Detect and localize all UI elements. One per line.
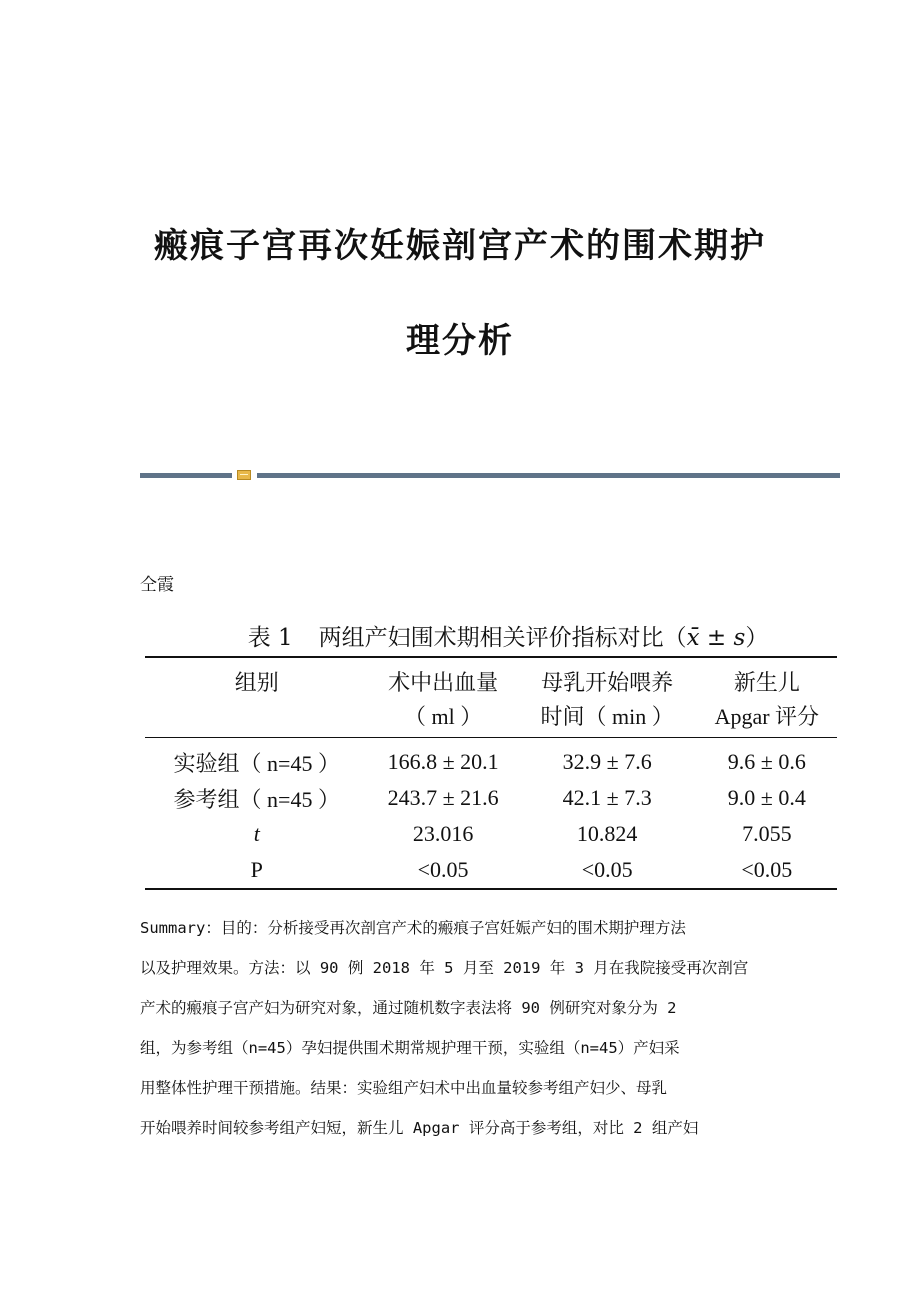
cell-breastfeeding-time: 10.824 bbox=[576, 821, 638, 846]
cell-apgar: 9.0 ± 0.4 bbox=[727, 785, 806, 810]
summary-line: 组，为参考组（n=45）孕妇提供围术期常规护理干预，实验组（n=45）产妇采 bbox=[140, 1039, 680, 1057]
table-caption-text: 两组产妇围术期相关评价指标对比（ bbox=[318, 625, 687, 651]
table-row bbox=[145, 852, 837, 889]
cell-breastfeeding-time: 32.9 ± 7.6 bbox=[562, 749, 652, 774]
table-row bbox=[145, 780, 837, 816]
divider-bar-right bbox=[257, 473, 840, 478]
cell-apgar: <0.05 bbox=[741, 857, 793, 882]
summary-paragraph bbox=[140, 908, 790, 1148]
table-header-row-2 bbox=[145, 700, 837, 738]
cell-group: t bbox=[253, 821, 260, 846]
header-group: 组别 bbox=[234, 669, 279, 695]
table-header-row-1 bbox=[145, 657, 837, 700]
cell-blood-loss: 23.016 bbox=[412, 821, 474, 846]
cell-group: 参考组（ n=45 ） bbox=[173, 786, 340, 812]
table-caption-formula: x̄ ± s bbox=[686, 625, 746, 651]
table-caption bbox=[179, 620, 837, 656]
cell-breastfeeding-time: <0.05 bbox=[581, 857, 633, 882]
document-title-line-2: 理分析 bbox=[406, 321, 514, 361]
summary-line: Summary：目的：分析接受再次剖宫产术的瘢痕子宫妊娠产妇的围术期护理方法 bbox=[140, 919, 686, 937]
summary-line: 以及护理效果。方法：以 90 例 2018 年 5 月至 2019 年 3 月在我院接受再次剖宫 bbox=[140, 959, 749, 977]
author-name: 仝霞 bbox=[140, 575, 174, 595]
summary-line: 产术的瘢痕子宫产妇为研究对象，通过随机数字表法将 90 例研究对象分为 2 bbox=[140, 999, 677, 1017]
data-table bbox=[145, 656, 837, 890]
cell-apgar: 9.6 ± 0.6 bbox=[727, 749, 806, 774]
summary-line: 用整体性护理干预措施。结果：实验组产妇术中出血量较参考组产妇少、母乳 bbox=[140, 1079, 668, 1097]
header-newborn: 新生儿 bbox=[733, 669, 800, 695]
cell-breastfeeding-time: 42.1 ± 7.3 bbox=[562, 785, 652, 810]
header-breastfeeding-unit: 时间（ min ） bbox=[518, 700, 697, 738]
table-1 bbox=[145, 620, 837, 890]
table-caption-number: 表 1 bbox=[247, 625, 293, 651]
header-blood-loss-unit: （ ml ） bbox=[369, 700, 518, 738]
header-group-cont bbox=[145, 700, 369, 738]
header-blood-loss: 术中出血量 bbox=[388, 669, 499, 695]
summary-line: 开始喂养时间较参考组产妇短，新生儿 Apgar 评分高于参考组，对比 2 组产妇 bbox=[140, 1119, 699, 1137]
table-caption-close: ） bbox=[745, 625, 769, 651]
cell-group: P bbox=[250, 857, 263, 882]
table-row bbox=[145, 738, 837, 781]
title-divider bbox=[140, 470, 840, 480]
document-title-line-1: 瘢痕子宫再次妊娠剖宫产术的围术期护 bbox=[154, 226, 766, 266]
header-apgar: Apgar 评分 bbox=[697, 700, 837, 738]
cell-apgar: 7.055 bbox=[742, 821, 792, 846]
cell-blood-loss: 243.7 ± 21.6 bbox=[387, 785, 499, 810]
divider-envelope-icon bbox=[237, 470, 251, 480]
header-breastfeeding: 母乳开始喂养 bbox=[541, 669, 674, 695]
divider-bar-left bbox=[140, 473, 232, 478]
cell-group: 实验组（ n=45 ） bbox=[173, 750, 340, 776]
cell-blood-loss: 166.8 ± 20.1 bbox=[387, 749, 499, 774]
cell-blood-loss: <0.05 bbox=[417, 857, 469, 882]
table-row bbox=[145, 816, 837, 852]
